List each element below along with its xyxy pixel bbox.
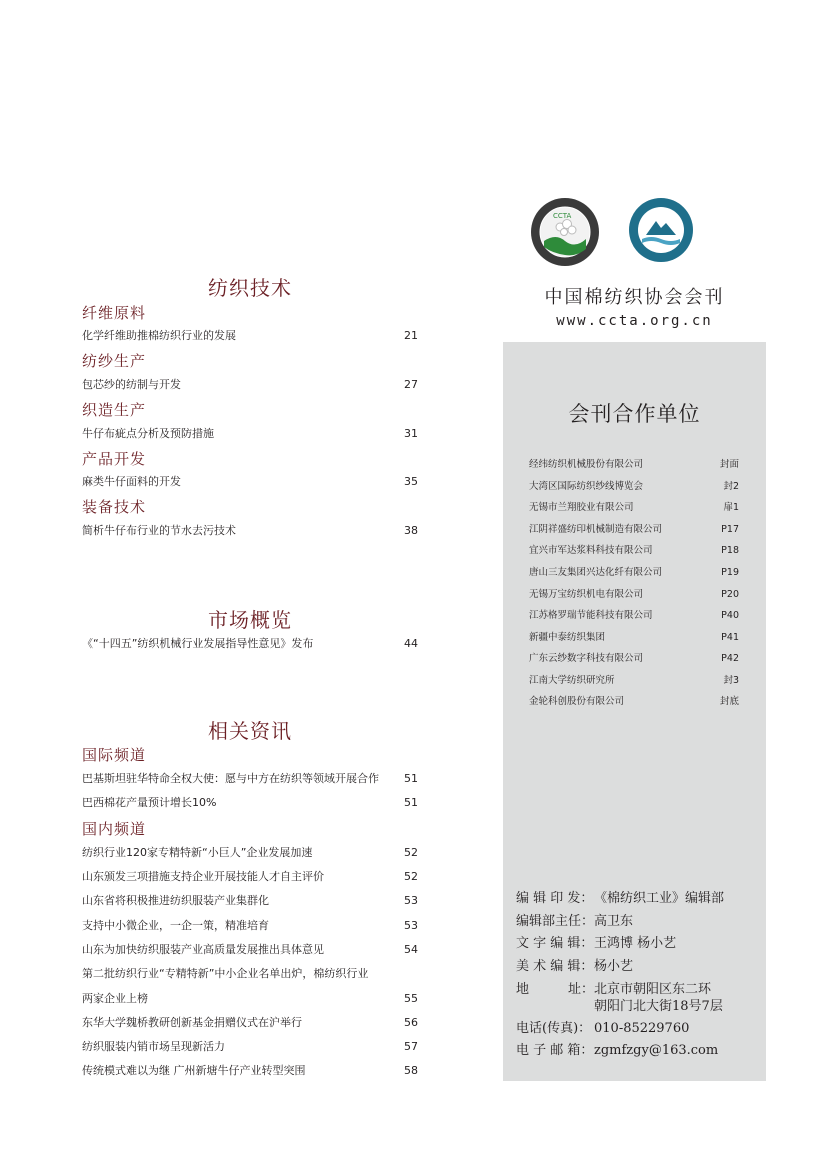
toc-entry[interactable] [82,991,418,1007]
toc-entry[interactable] [82,1015,418,1031]
section-title: 相关资讯 [208,719,292,743]
editorial-value: 010-85229760 [594,1021,690,1036]
partner-page: P40 [721,610,739,621]
subsection-title: 纺纱生产 [82,352,147,370]
toc-entry-page: 53 [404,919,418,932]
toc-entry-title: 第二批纺织行业“专精特新”中小企业名单出炉，棉纺织行业 [82,967,369,980]
toc-entry[interactable] [82,474,418,490]
partner-page: P18 [721,545,739,556]
partner-item [529,630,739,646]
editorial-row [516,913,633,931]
ccta-logo-text: CCTA [553,212,572,220]
partner-name: 江阴祥盛纺印机械制造有限公司 [529,524,663,535]
editorial-label: 美 术 编 辑： [516,959,594,974]
subsection-title: 国内频道 [82,820,147,838]
partner-page: P20 [721,589,739,600]
editorial-value: 朝阳门北大街18号7层 [594,999,723,1014]
toc-entry-page: 55 [404,992,418,1005]
toc-entry-page: 56 [404,1016,418,1029]
toc-entry[interactable] [82,795,418,811]
toc-entry[interactable] [82,377,418,393]
editorial-row [516,958,633,976]
editorial-label: 地 址： [516,982,595,997]
subsection-title: 装备技术 [82,498,147,516]
partner-item [529,479,739,495]
toc-entry-page: 52 [404,846,418,859]
partner-name: 新疆中泰纺织集团 [529,632,606,643]
toc-entry-title: 巴基斯坦驻华特命全权大使：愿与中方在纺织等领域开展合作 [82,772,379,785]
partner-name: 江苏格罗瑞节能科技有限公司 [529,610,653,621]
partner-name: 江南大学纺织研究所 [529,675,615,686]
toc-entry-title: 支持中小微企业，一企一策，精准培育 [82,919,269,932]
partner-page: 扉1 [723,502,739,513]
partner-name: 无锡万宝纺织机电有限公司 [529,589,644,600]
toc-entry-title: 包芯纱的纺制与开发 [82,378,181,391]
editorial-row [516,1020,689,1038]
ccta-logo [530,197,600,267]
toc-entry[interactable] [82,918,418,934]
toc-entry-page: 38 [404,524,418,537]
toc-entry[interactable] [82,1039,418,1055]
toc-entry-page: 57 [404,1040,418,1053]
section-title: 市场概览 [208,608,292,632]
partner-item [529,500,739,516]
toc-entry-page: 44 [404,637,418,650]
toc-entry[interactable] [82,942,418,958]
partner-name: 唐山三友集团兴达化纤有限公司 [529,567,663,578]
toc-entry-page: 27 [404,378,418,391]
partner-page: 封3 [723,675,739,686]
jiangnan-university-logo [628,197,694,263]
toc-entry-title: 山东颁发三项措施支持企业开展技能人才自主评价 [82,870,324,883]
partner-name: 金轮科创股份有限公司 [529,696,625,707]
toc-entry-title: 山东省将积极推进纺织服装产业集群化 [82,894,269,907]
subsection-title: 国际频道 [82,746,147,764]
subsection-title: 产品开发 [82,450,147,468]
partner-page: 封2 [723,481,739,492]
toc-entry-page: 21 [404,329,418,342]
toc-entry-page: 31 [404,427,418,440]
editorial-value: 《棉纺织工业》编辑部 [594,891,725,906]
editorial-row [516,998,723,1016]
editorial-label: 电话(传真)： [516,1021,592,1036]
toc-entry[interactable] [82,328,418,344]
toc-entry-title: 牛仔布疵点分析及预防措施 [82,427,214,440]
editorial-label: 文 字 编 辑： [516,936,594,951]
partner-item [529,673,739,689]
journal-title: 中国棉纺织协会会刊 [544,287,725,308]
editorial-value: 北京市朝阳区东二环 [594,982,712,997]
toc-entry[interactable] [82,893,418,909]
toc-entry-page: 52 [404,870,418,883]
partner-item [529,565,739,581]
website-url[interactable]: www.ccta.org.cn [556,313,713,329]
toc-entry[interactable] [82,869,418,885]
partner-item [529,522,739,538]
editorial-row [516,935,676,953]
partner-item [529,543,739,559]
editorial-value[interactable]: zgmfzgy@163.com [594,1043,719,1058]
partner-page: P42 [721,653,739,664]
partner-name: 广东云纱数字科技有限公司 [529,653,644,664]
toc-entry[interactable] [82,966,418,982]
toc-entry-title: 简析牛仔布行业的节水去污技术 [82,524,236,537]
partner-item [529,457,739,473]
toc-entry[interactable] [82,771,418,787]
partner-page: 封面 [719,459,739,470]
editorial-label: 编 辑 印 发： [516,891,594,906]
editorial-label: 编辑部主任： [516,914,595,929]
toc-entry[interactable] [82,426,418,442]
partner-page: 封底 [719,696,739,707]
partner-name: 经纬纺织机械股份有限公司 [529,459,644,470]
partner-name: 大湾区国际纺织纱线博览会 [529,481,644,492]
toc-entry[interactable] [82,845,418,861]
partner-page: P41 [721,632,739,643]
toc-entry-title: 纺织行业120家专精特新“小巨人”企业发展加速 [82,846,313,859]
partner-name: 宜兴市军达浆料科技有限公司 [529,545,653,556]
subsection-title: 织造生产 [82,401,147,419]
toc-entry[interactable] [82,1063,418,1079]
editorial-value: 杨小艺 [594,959,634,974]
editorial-value: 王鸿博 杨小艺 [594,936,677,951]
toc-entry-title: 纺织服装内销市场呈现新活力 [82,1040,225,1053]
toc-entry-title: 传统模式难以为继 广州新塘牛仔产业转型突围 [82,1064,306,1077]
toc-entry-page: 51 [404,796,418,809]
partner-item [529,651,739,667]
toc-entry-page: 35 [404,475,418,488]
partner-item [529,608,739,624]
editorial-value: 高卫东 [594,914,634,929]
partner-item [529,587,739,603]
toc-entry-title: 麻类牛仔面料的开发 [82,475,181,488]
editorial-row [516,981,711,999]
toc-entry-page: 58 [404,1064,418,1077]
editorial-label: 电 子 邮 箱： [516,1043,594,1058]
subsection-title: 纤维原料 [82,304,147,322]
partner-page: P19 [721,567,739,578]
toc-entry-title: 东华大学魏桥教研创新基金捐赠仪式在沪举行 [82,1016,302,1029]
toc-entry-title: 巴西棉花产量预计增长10% [82,796,217,809]
toc-entry-title: 山东为加快纺织服装产业高质量发展推出具体意见 [82,943,324,956]
editorial-row [516,890,724,908]
partner-page: P17 [721,524,739,535]
editorial-row [516,1042,718,1060]
toc-entry[interactable] [82,523,418,539]
toc-entry[interactable] [82,636,418,652]
toc-entry-page: 51 [404,772,418,785]
toc-entry-title: 《“十四五”纺织机械行业发展指导性意见》发布 [82,637,314,650]
toc-entry-page: 54 [404,943,418,956]
toc-entry-title: 化学纤维助推棉纺织行业的发展 [82,329,236,342]
toc-entry-page: 53 [404,894,418,907]
section-title: 纺织技术 [208,276,292,300]
partners-title: 会刊合作单位 [568,402,701,426]
partner-name: 无锡市兰翔胶业有限公司 [529,502,634,513]
toc-entry-title: 两家企业上榜 [82,992,148,1005]
partner-item [529,694,739,710]
